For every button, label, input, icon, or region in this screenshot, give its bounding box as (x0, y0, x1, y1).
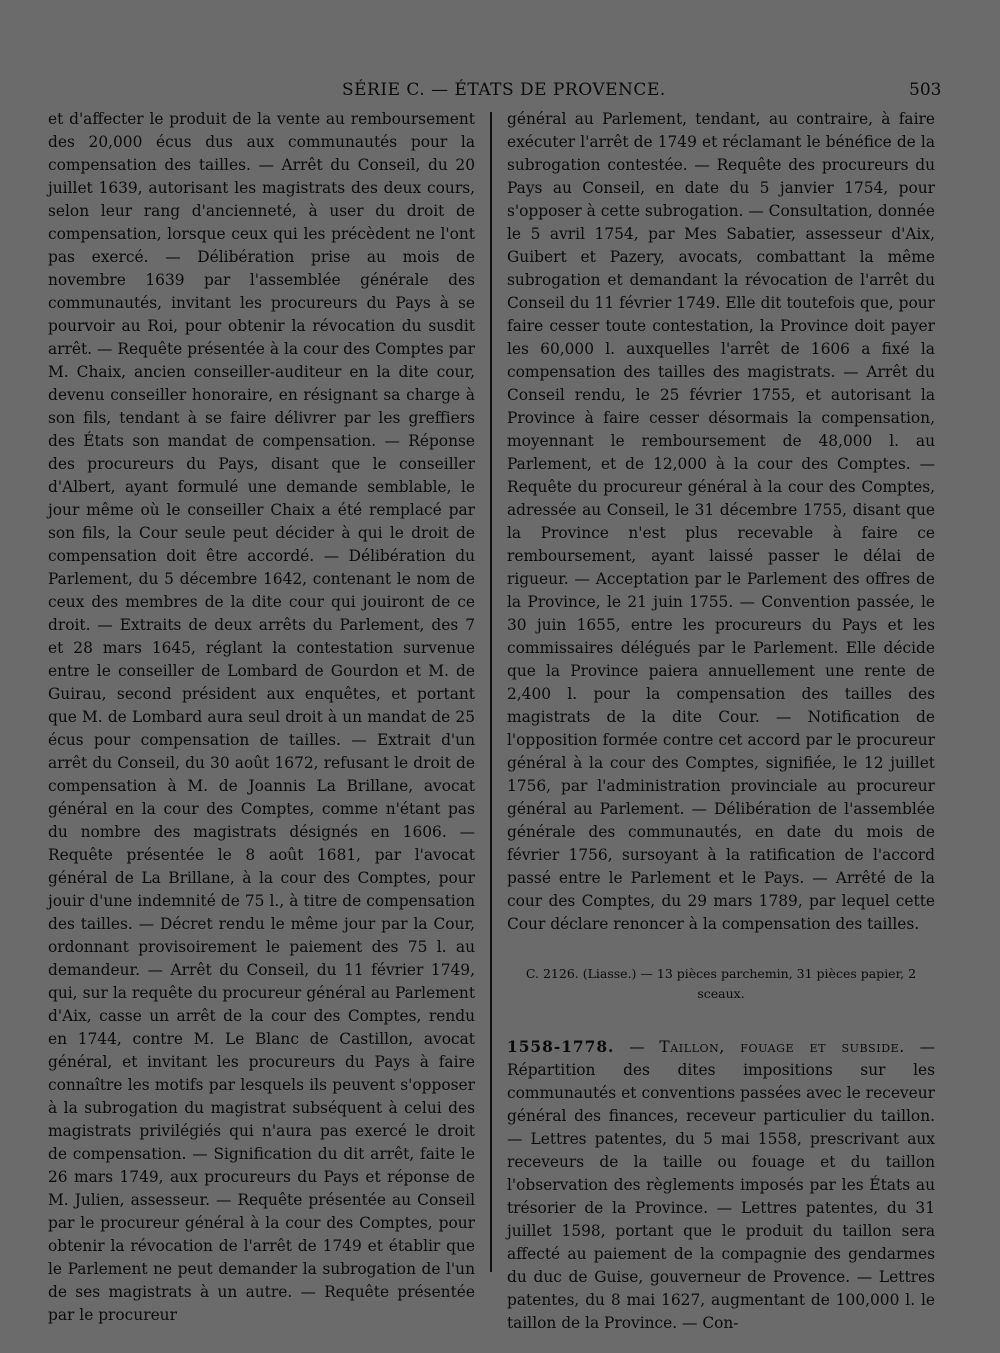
left-column (48, 108, 475, 1327)
right-column (507, 108, 935, 1335)
entry-date: 1558-1778. (507, 1038, 615, 1056)
left-column-text: et d'affecter le produit de la vente au remboursement des 20,000 écus dus aux communautés pour la compensation des tailles. — Arrêt du Conseil, du 20 juillet 1639, autorisant les magistrats des deux cours, selon leur rang d'ancienneté, à user du droit de compensation, lorsque ceux qui les précèdent ne l'ont pas exercé. — Délibération prise au mois de novembre 1639 par l'assemblée générale des communautés, invitant les procureurs du Pays à se pourvoir au Roi, pour obtenir la révocation du susdit arrêt. — Requête présentée à la cour des Comptes par M. Chaix, ancien conseiller-auditeur en la dite cour, devenu conseiller honoraire, en résignant sa charge à son fils, tendant à se faire délivrer par les greffiers des États son mandat de compensation. — Réponse des procureurs du Pays, disant que le conseiller d'Albert, ayant formulé une demande semblable, le jour même où le conseiller Chaix a été remplacé par son fils, la Cour seule peut décider à qui le droit de compensation doit être accordé. — Délibération du Parlement, du 5 décembre 1642, contenant le nom de ceux des membres de la dite cour qui jouiront de ce droit. — Extraits de deux arrêts du Parlement, des 7 et 28 mars 1645, réglant la contestation survenue entre le conseiller de Lombard de Gourdon et M. de Guirau, second président aux enquêtes, et portant que M. de Lombard aura seul droit à un mandat de 25 écus pour compensation de tailles. — Extrait d'un arrêt du Conseil, du 30 août 1672, refusant le droit de compensation à M. de Joannis La Brillane, avocat général en la cour des Comptes, comme n'étant pas du nombre des magistrats désignés en 1606. — Requête présentée le 8 août 1681, par l'avocat général de La Brillane, à la cour des Comptes, pour jouir d'une indemnité de 75 l., à titre de compensation des tailles. — Décret rendu le même jour par la Cour, ordonnant provisoirement le paiement des 75 l. au demandeur. — Arrêt du Conseil, du 11 février 1749, qui, sur la requête du procureur général au Parlement d'Aix, casse un arrêt de la cour des Comptes, rendu en 1744, contre M. Le Blanc de Castillon, avocat général, et invitant les procureurs du Pays à faire connaître les motifs par lesquels ils peuvent s'opposer à la subrogation du magistrat subséquent à celui des magistrats privilégiés qui n'aura pas exercé le droit de compensation. — Signification du dit arrêt, faite le 26 mars 1749, aux procureurs du Pays et réponse de M. Julien, assesseur. — Requête présentée au Conseil par le procureur général à la cour des Comptes, pour obtenir la révocation de l'arrêt de 1749 et établir que le Parlement ne peut demander la subrogation de l'un de ses magistrats à un autre. — Requête présentée par le procureur (48, 110, 475, 1324)
entry-title: Taillon, fouage et subside. (659, 1038, 905, 1056)
right-column-text: général au Parlement, tendant, au contraire, à faire exécuter l'arrêt de 1749 et réclamant le bénéfice de la subrogation contestée. — Requête des procureurs du Pays au Conseil, en date du 5 janvier 1754, pour s'opposer à cette subrogation. — Consultation, donnée le 5 avril 1754, par Mes Sabatier, assesseur d'Aix, Guibert et Pazery, avocats, combattant la même subrogation et demandant la révocation de l'arrêt du Conseil du 11 février 1749. Elle dit toutefois que, pour faire cesser toute contestation, la Province doit payer les 60,000 l. auxquelles l'arrêt de 1606 a fixé la compensation des tailles des magistrats. — Arrêt du Conseil rendu, le 25 février 1755, et autorisant la Province à faire cesser désormais la compensation, moyennant le remboursement de 48,000 l. au Parlement, et de 12,000 à la cour des Comptes. — Requête du procureur général à la cour des Comptes, adressée au Conseil, le 31 décembre 1755, disant que la Province n'est plus recevable à faire ce remboursement, ayant laissé passer le délai de rigueur. — Acceptation par le Parlement des offres de la Province, le 21 juin 1755. — Convention passée, le 30 juin 1655, entre les procureurs du Pays et les commissaires délégués par le Parlement. Elle décide que la Province paiera annuellement une rente de 2,400 l. pour la compensation des tailles des magistrats de la dite Cour. — Notification de l'opposition formée contre cet accord par le procureur général à la cour des Comptes, signifiée, le 12 juillet 1756, par l'administration provinciale au procureur général au Parlement. — Délibération de l'assemblée générale des communautés, en date du mois de février 1756, sursoyant à la ratification de l'accord passé entre le Parlement et le Pays. — Arrêté de la cour des Comptes, du 29 mars 1789, par lequel cette Cour déclare renoncer à la compensation des tailles. (507, 110, 935, 933)
column-divider (490, 112, 492, 1272)
archive-reference: C. 2126. (Liasse.) — 13 pièces parchemin, 31 pièces papier, 2 sceaux. (525, 966, 917, 1001)
page-header (0, 0, 1000, 110)
entry-paragraph: 1558-1778. — Taillon, fouage et subside. — Répartition des dites impositions sur les communautés et conventions passées avec le receveur général des finances, receveur particulier du taillon. — Lettres patentes, du 5 mai 1558, prescrivant aux receveurs de la taille ou fouage et du taillon l'observation des règlements imposés par les États au trésorier de la Province. — Lettres patentes, du 31 juillet 1598, portant que le produit du taillon sera affecté au paiement de la compagnie des gendarmes du duc de Guise, gouverneur de Provence. — Lettres patentes, du 8 mai 1627, augmentant de 100,000 l. le taillon de la Province. — Con- (507, 1038, 935, 1332)
entry-text: — Répartition des dites impositions sur les communautés et conventions passées avec le receveur général des finances, receveur particulier du taillon. — Lettres patentes, du 5 mai 1558, prescrivant aux receveurs de la taille ou fouage et du taillon l'observation des règlements imposés par les États au trésorier de la Province. — Lettres patentes, du 31 juillet 1598, portant que le produit du taillon sera affecté au paiement de la compagnie des gendarmes du duc de Guise, gouverneur de Provence. — Lettres patentes, du 8 mai 1627, augmentant de 100,000 l. le taillon de la Province. — Con- (507, 1038, 935, 1332)
page-number: 503 (909, 80, 942, 100)
running-title: SÉRIE C. — ÉTATS DE PROVENCE. (342, 80, 666, 100)
